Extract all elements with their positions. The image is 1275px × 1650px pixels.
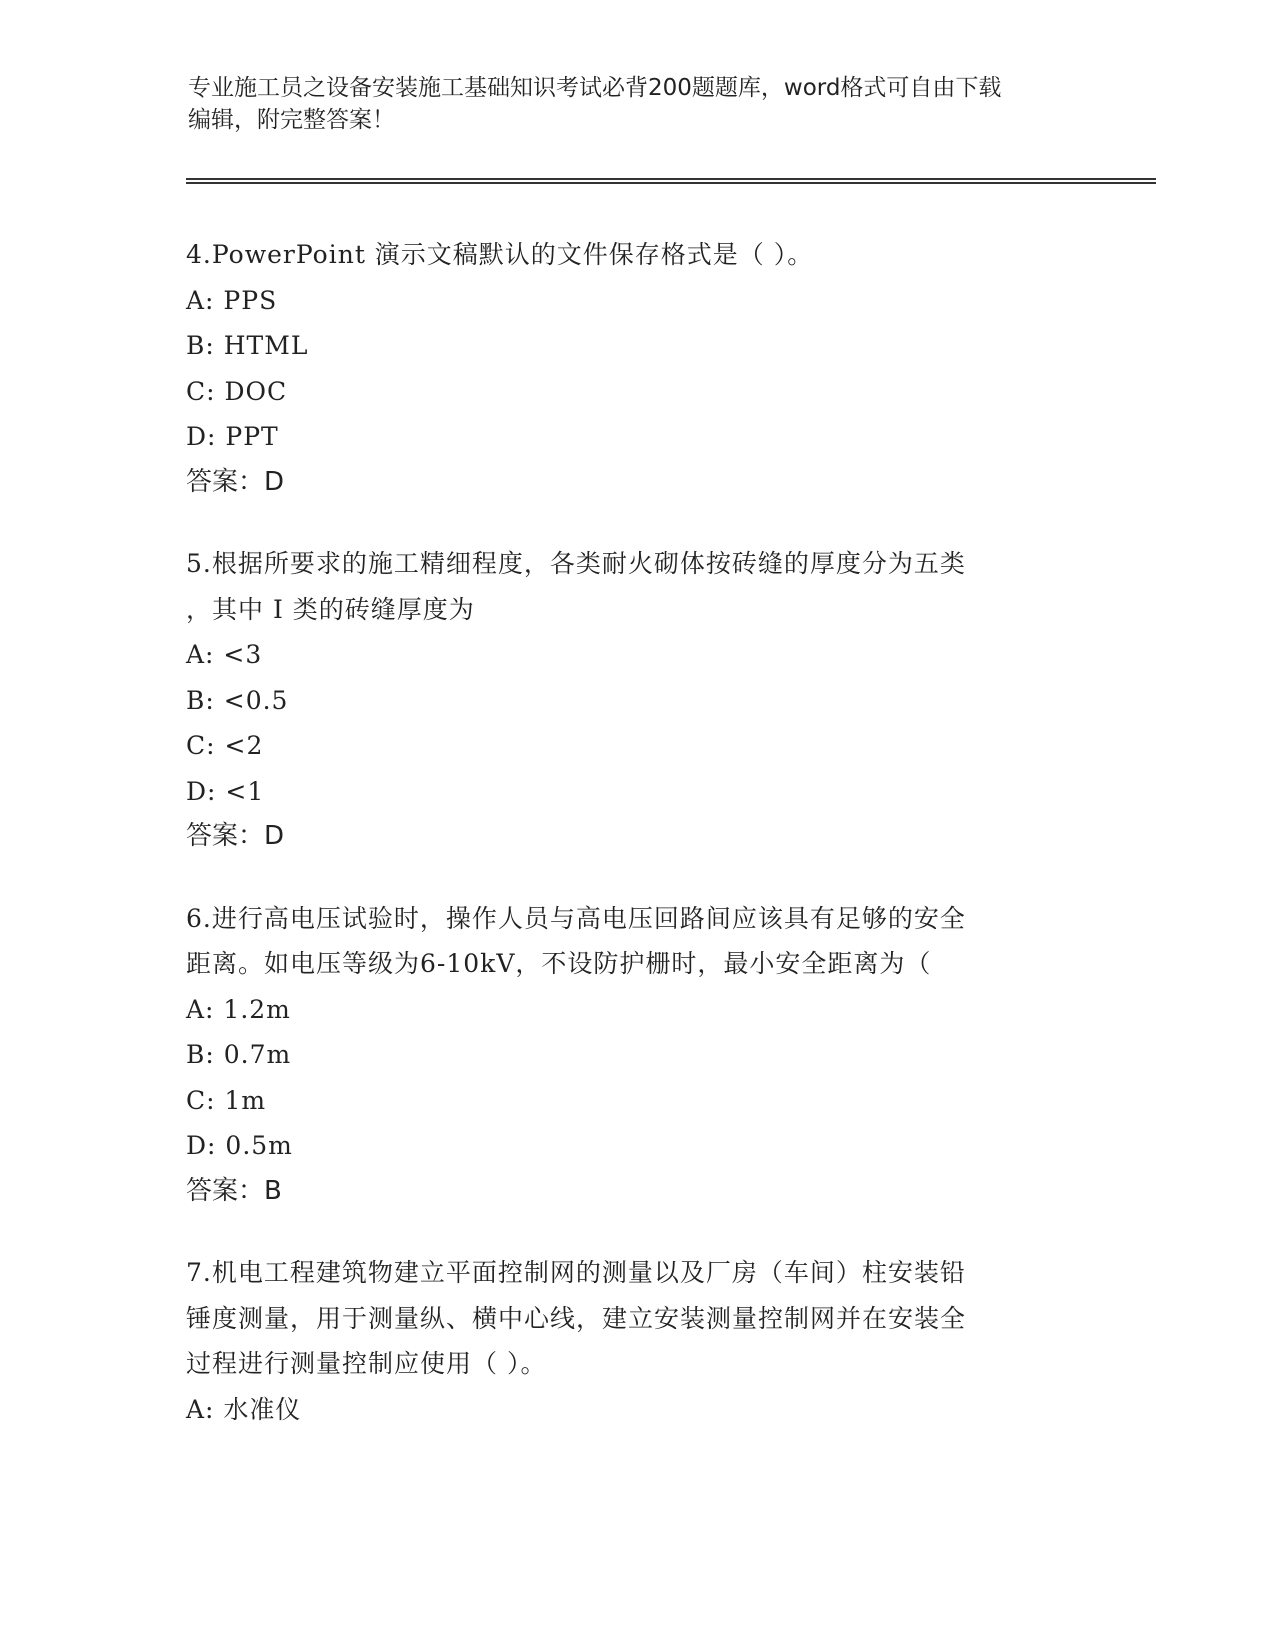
option-a: A: 水准仪	[186, 1394, 302, 1424]
header-line-1: 专业施工员之设备安装施工基础知识考试必背200题题库，word格式可自由下载	[188, 75, 1002, 101]
option-d: D: 0.5m	[186, 1131, 293, 1160]
answer-line: 答案：D	[186, 466, 285, 497]
option-a: A: 1.2m	[186, 994, 291, 1024]
option-c: C: <2	[186, 731, 264, 760]
question-list	[186, 232, 1086, 1468]
option-c: C: 1m	[186, 1085, 267, 1115]
option-b: B: <0.5	[186, 685, 289, 715]
question-6	[186, 896, 1086, 1215]
document-header	[188, 72, 1068, 136]
question-stem: 6.进行高电压试验时，操作人员与高电压回路间应该具有足够的安全	[186, 903, 966, 933]
option-b: B: 0.7m	[186, 1040, 292, 1069]
question-stem-continued: 距离。如电压等级为6-10kV，不设防护栅时，最小安全距离为（	[186, 949, 932, 978]
question-4	[186, 232, 1086, 505]
option-c: C: DOC	[186, 376, 288, 406]
question-stem: 7.机电工程建筑物建立平面控制网的测量以及厂房（车间）柱安装铅	[186, 1258, 966, 1287]
question-stem-continued: 锤度测量，用于测量纵、横中心线，建立安装测量控制网并在安装全	[186, 1303, 967, 1333]
question-stem: 4.PowerPoint 演示文稿默认的文件保存格式是（ ）。	[186, 240, 814, 269]
option-d: D: PPT	[186, 422, 279, 451]
question-5	[186, 541, 1086, 860]
question-stem-continued: ，其中 I 类的砖缝厚度为	[186, 594, 475, 624]
option-d: D: <1	[186, 776, 265, 806]
option-a: A: PPS	[186, 285, 278, 315]
question-stem-continued: 过程进行测量控制应使用（ ）。	[186, 1349, 547, 1378]
header-divider	[186, 178, 1156, 184]
option-a: A: <3	[186, 640, 263, 669]
answer-line: 答案：B	[186, 1175, 282, 1206]
option-b: B: HTML	[186, 331, 309, 360]
question-stem: 5.根据所要求的施工精细程度，各类耐火砌体按砖缝的厚度分为五类	[186, 549, 966, 578]
header-line-2: 编辑，附完整答案！	[188, 107, 395, 133]
question-7	[186, 1250, 1086, 1432]
answer-line: 答案：D	[186, 821, 285, 851]
